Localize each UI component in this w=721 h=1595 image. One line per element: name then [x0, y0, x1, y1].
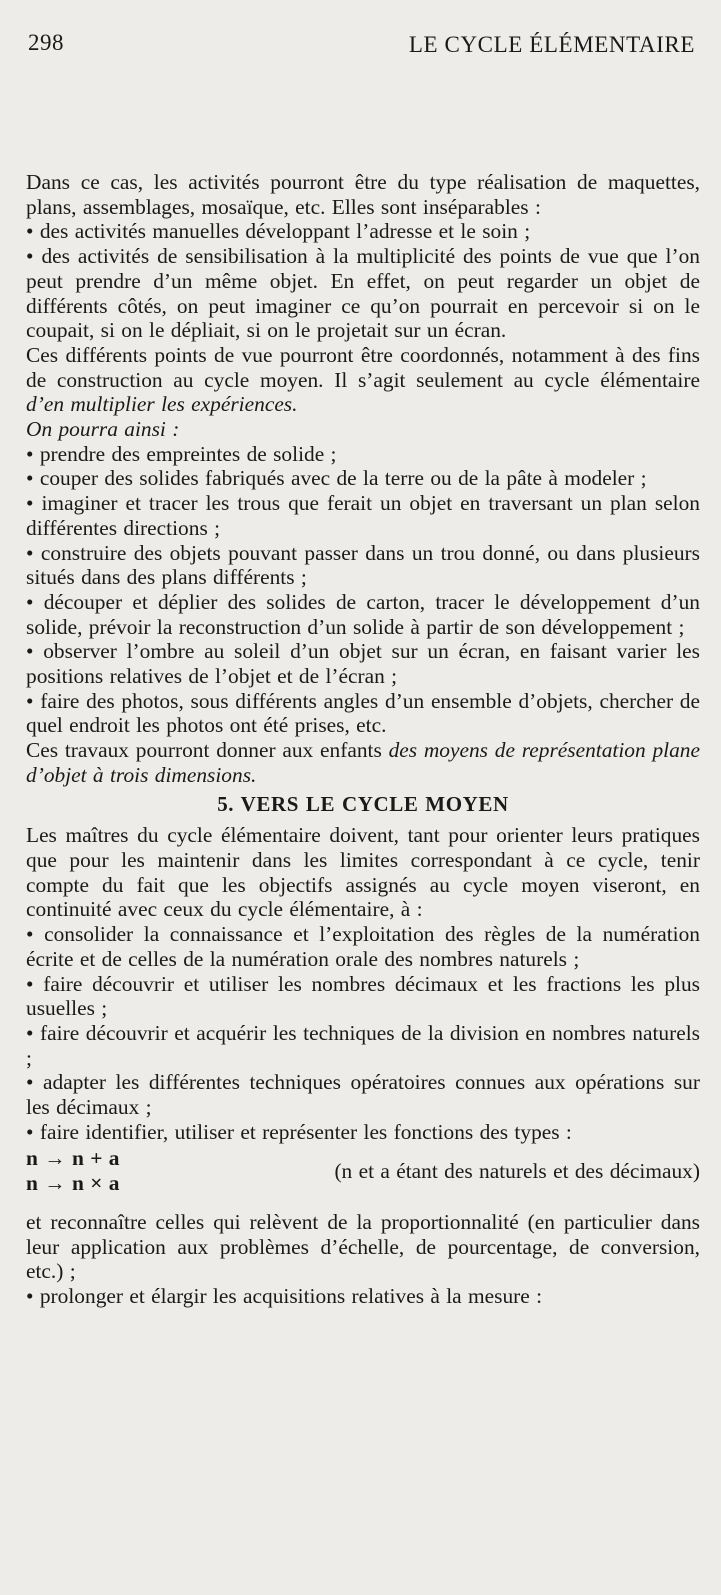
- paragraph-text: Ces travaux pourront donner aux enfants: [26, 738, 389, 763]
- list-item: • adapter les différentes techniques opératoires connues aux opérations sur les décimaux ;: [26, 1070, 700, 1119]
- body-text: [26, 170, 700, 1309]
- function-note: (n et a étant des naturels et des décimaux): [334, 1158, 700, 1183]
- function-types: [26, 1146, 700, 1195]
- list-item: • observer l’ombre au soleil d’un objet sur un écran, en faisant varier les positions relatives de l’objet et de l’écran ;: [26, 639, 700, 688]
- list-item: • prendre des empreintes de solide ;: [26, 442, 700, 467]
- paragraph-cycle-moyen: Les maîtres du cycle élémentaire doivent, tant pour orienter leurs pratiques que pour les maintenir dans les limites correspondant à ce cycle, tenir compte du fait que les objectifs assignés au cycle moyen viseront, en continuité avec ceux du cycle élémentaire, à :: [26, 823, 700, 922]
- list-item: • des activités manuelles développant l’adresse et le soin ;: [26, 219, 700, 244]
- list-item: • faire découvrir et acquérir les techniques de la division en nombres naturels ;: [26, 1021, 700, 1070]
- list-item: • couper des solides fabriqués avec de la terre ou de la pâte à modeler ;: [26, 466, 700, 491]
- paragraph-proportionnalite: et reconnaître celles qui relèvent de la proportionnalité (en particulier dans leur application aux problèmes d’échelle, de pourcentage, de conversion, etc.) ;: [26, 1209, 700, 1284]
- list-item: • imaginer et tracer les trous que ferait un objet en traversant un plan selon différentes directions ;: [26, 491, 700, 540]
- list-item: • prolonger et élargir les acquisitions relatives à la mesure :: [26, 1284, 700, 1309]
- list-item: • consolider la connaissance et l’exploitation des règles de la numération écrite et de celles de la numération orale des nombres naturels ;: [26, 922, 700, 971]
- list-item: • faire découvrir et utiliser les nombres décimaux et les fractions les plus usuelles ;: [26, 972, 700, 1021]
- function-addition: n → n + a: [26, 1146, 120, 1171]
- paragraph-text: Ces différents points de vue pourront être coordonnés, notamment à des fins de construction au cycle moyen. Il s’agit seulement au cycle élémentaire: [26, 342, 700, 392]
- list-item: • faire des photos, sous différents angles d’un ensemble d’objets, chercher de quel endroit les photos ont été prises, etc.: [26, 689, 700, 738]
- function-formulas: [26, 1146, 202, 1195]
- list-item: • faire identifier, utiliser et représenter les fonctions des types :: [26, 1120, 700, 1145]
- list-item: • découper et déplier des solides de carton, tracer le développement d’un solide, prévoir la reconstruction d’un solide à partir de son développement ;: [26, 590, 700, 639]
- running-title: LE CYCLE ÉLÉMENTAIRE: [408, 32, 695, 57]
- emphasis-text: des moyens de représentation plane d’objet à trois dimensions.: [26, 738, 700, 787]
- page-number: 298: [28, 30, 64, 55]
- list-item: • construire des objets pouvant passer dans un trou donné, ou dans plusieurs situés dans des plans différents ;: [26, 541, 700, 590]
- paragraph-travaux: [26, 738, 700, 787]
- function-multiplication: n → n × a: [26, 1171, 120, 1196]
- list-item: • des activités de sensibilisation à la multiplicité des points de vue que l’on peut prendre d’un même objet. En effet, on peut regarder un objet de différents côtés, on peut imaginer ce qu’on pourrait en percevoir si on le coupait, si on le dépliait, si on le projetait sur un écran.: [26, 244, 700, 343]
- paragraph-intro: Dans ce cas, les activités pourront être du type réalisation de maquettes, plans, assemblages, mosaïque, etc. Elles sont inséparables :: [26, 170, 700, 219]
- paragraph-on-pourra: On pourra ainsi :: [26, 417, 180, 442]
- emphasis-text: d’en multiplier les expériences.: [26, 392, 298, 417]
- section-heading: 5. VERS LE CYCLE MOYEN: [217, 791, 509, 816]
- page-header: [28, 30, 695, 64]
- paragraph-points-de-vue: [26, 343, 700, 417]
